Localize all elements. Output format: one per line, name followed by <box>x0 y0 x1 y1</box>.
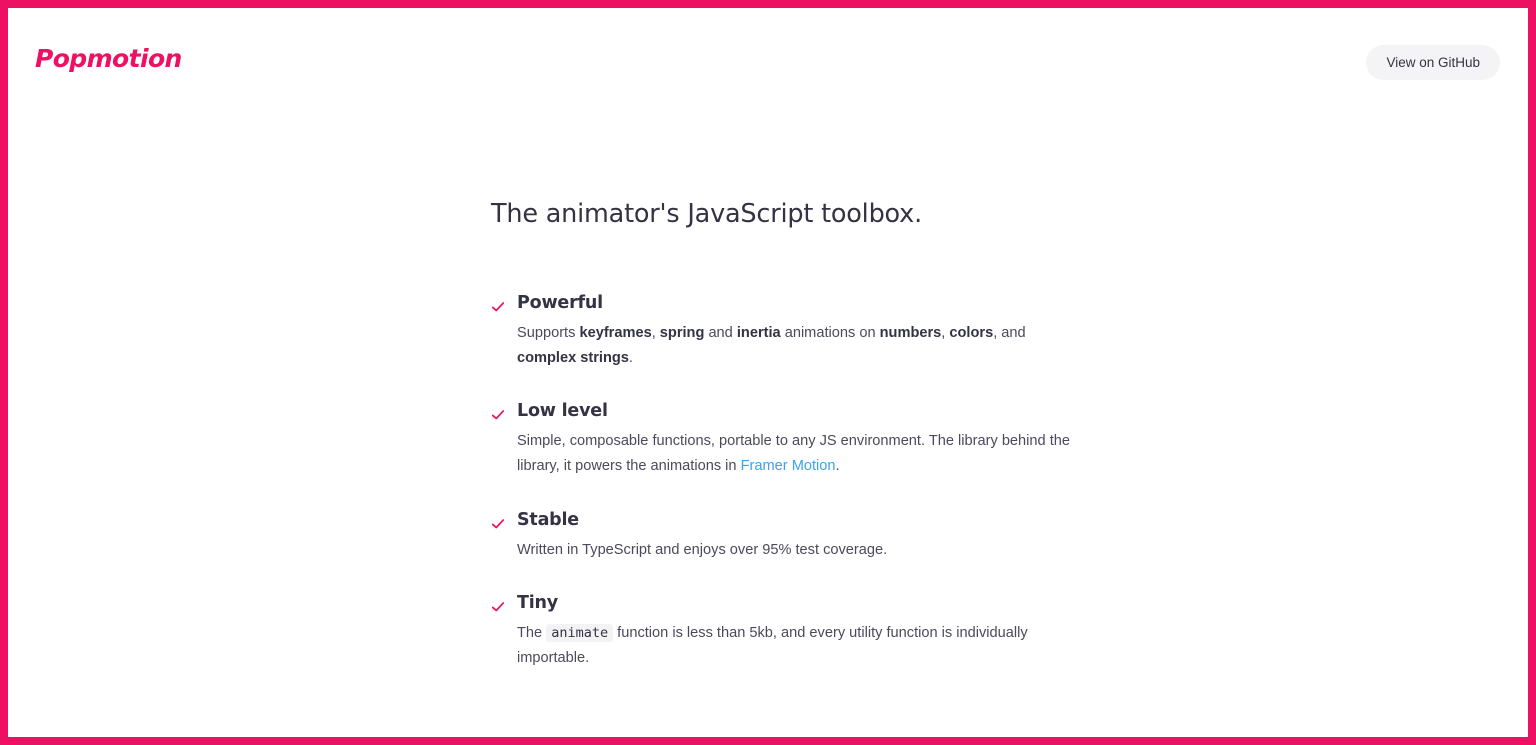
inline-code: animate <box>546 624 613 642</box>
check-icon <box>491 408 505 422</box>
feature-description: Supports keyframes, spring and inertia animations on numbers, colors, and complex strings. <box>517 325 1026 367</box>
emphasis-text: spring <box>659 325 705 342</box>
check-icon <box>491 600 505 614</box>
check-icon <box>491 517 505 531</box>
feature-item-powerful <box>491 293 1111 371</box>
feature-title: Low level <box>517 401 608 422</box>
emphasis-text: keyframes <box>579 325 652 342</box>
feature-description: Simple, composable functions, portable to any JS environment. The library behind the library, it powers the animations in Framer Motion. <box>517 433 1070 475</box>
emphasis-text: complex strings <box>517 350 629 367</box>
emphasis-text: numbers <box>879 325 942 342</box>
check-icon <box>491 300 505 314</box>
main-content <box>491 198 1111 671</box>
site-header <box>8 8 1528 104</box>
feature-title: Powerful <box>517 293 603 314</box>
framer-motion-link[interactable]: Framer Motion <box>740 458 836 475</box>
feature-item-stable <box>491 510 1111 563</box>
popmotion-logo[interactable]: Popmotion <box>35 44 182 73</box>
page-frame <box>8 8 1528 737</box>
feature-title: Tiny <box>517 592 559 613</box>
feature-description: Written in TypeScript and enjoys over 95% test coverage. <box>517 541 888 558</box>
emphasis-text: inertia <box>736 325 781 342</box>
page-title: The animator's JavaScript toolbox. <box>491 199 922 229</box>
feature-item-tiny <box>491 593 1111 671</box>
feature-list <box>491 293 1111 671</box>
emphasis-text: colors <box>949 325 994 342</box>
feature-description: The animate function is less than 5kb, and every utility function is individually importable. <box>517 624 1028 666</box>
feature-item-low-level <box>491 401 1111 479</box>
feature-title: Stable <box>517 509 579 530</box>
view-on-github-button[interactable]: View on GitHub <box>1366 45 1500 80</box>
